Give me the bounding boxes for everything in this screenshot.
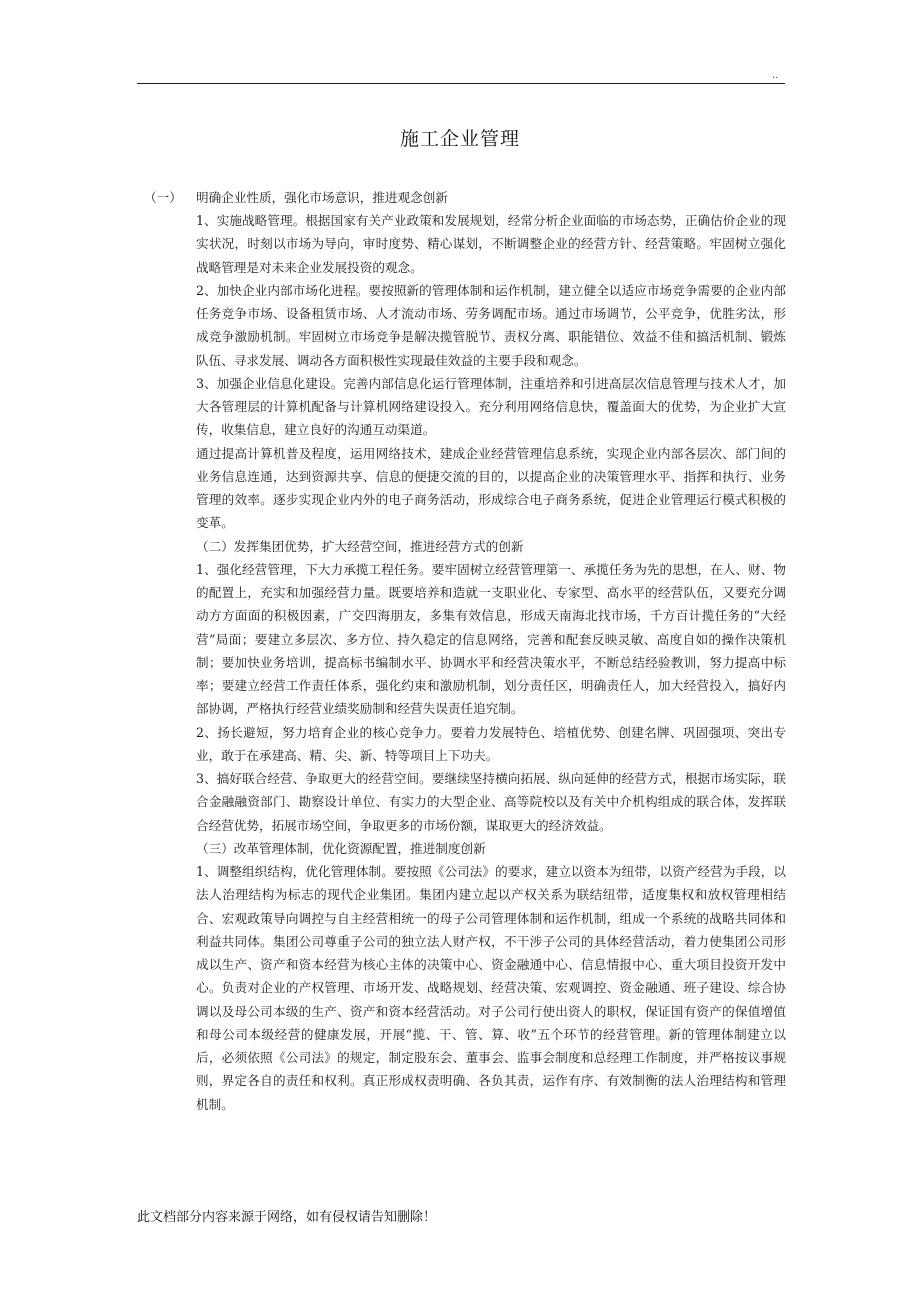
document-body <box>196 209 786 1116</box>
section-1-number: （一） <box>144 190 182 205</box>
paragraph: 2、加快企业内部市场化进程。要按照新的管理体制和运作机制，建立健全以适应市场竞争需要的企业内部任务竞争市场、设备租赁市场、人才流动市场、劳务调配市场。通过市场调节，公平竞争，优胜劣汰，形成竞争激励机制。牢固树立市场竞争是解决揽管脱节、责权分离、职能错位、效益不佳和搞活机制、锻炼队伍、寻求发展、调动各方面积极性实现最佳效益的主要手段和观念。 <box>196 282 786 368</box>
paragraph: 1、调整组织结构，优化管理体制。要按照《公司法》的要求，建立以资本为纽带，以资产经营为手段，以法人治理结构为标志的现代企业集团。集团内建立起以产权关系为联结纽带，适度集权和放权管理相结合、宏观政策导向调控与自主经营相统一的母子公司管理体制和运作机制，组成一个系统的战略共同体和利益共同体。集团公司尊重子公司的独立法人财产权，不干涉子公司的具体经营活动，着力使集团公司形成以生产、资产和资本经营为核心主体的决策中心、资金融通中心、信息情报中心、重大项目投资开发中心。负责对企业的产权管理、市场开发、战略规划、经营决策、宏观调控、资金融通、班子建设、综合协调以及母公司本级的生产、资产和资本经营活动。对子公司行使出资人的职权，保证国有资产的保值增值和母公司本级经营的健康发展，开展“揽、干、管、算、收”五个环节的经营管理。新的管理体制建立以后，必须依照《公司法》的规定，制定股东会、董事会、监事会制度和总经理工作制度，并严格按议事规则，界定各自的责任和权利。真正形成权责明确、各负其责，运作有序、有效制衡的法人治理结构和管理机制。 <box>196 864 786 1112</box>
section-1-heading-text: 明确企业性质，强化市场意识，推进观念创新 <box>196 190 448 205</box>
paragraph: 3、加强企业信息化建设。完善内部信息化运行管理体制，注重培养和引进高层次信息管理与技术人才，加大各管理层的计算机配备与计算机网络建设投入。充分利用网络信息快，覆盖面大的优势，为企业扩大宣传，收集信息，建立良好的沟通互动渠道。 <box>196 375 786 438</box>
paragraph: 1、强化经营管理，下大力承揽工程任务。要牢固树立经营管理第一、承揽任务为先的思想，在人、财、物的配置上，充实和加强经营力量。既要培养和造就一支职业化、专家型、高水平的经营队伍，又要充分调动方方面面的积极因素，广交四海朋友，多集有效信息，形成天南海北找市场，千方百计揽任务的“大经营”局面；要建立多层次、多方位、持久稳定的信息网络，完善和配套反映灵敏、高度自如的操作决策机制；要加快业务培训，提高标书编制水平、协调水平和经营决策水平，不断总结经验教训，努力提高中标率；要建立经营工作责任体系，强化约束和激励机制，划分责任区，明确责任人，加大经营投入，搞好内部协调，严格执行经营业绩奖励制和经营失误责任追究制。 <box>196 561 786 717</box>
paragraph: 2、扬长避短，努力培育企业的核心竞争力。要着力发展特色、培植优势、创建名牌、巩固强项、突出专业，敢于在承建高、精、尖、新、特等项目上下功夫。 <box>196 724 786 763</box>
paragraph: 3、搞好联合经营、争取更大的经营空间。要继续坚持横向拓展、纵向延伸的经营方式，根据市场实际，联合金融融资部门、勘察设计单位、有实力的大型企业、高等院校以及有关中介机构组成的联合体，发挥联合经营优势，拓展市场空间，争取更多的市场份额，谋取更大的经济效益。 <box>196 771 786 833</box>
section-3-heading: （三）改革管理体制，优化资源配置，推进制度创新 <box>196 840 486 856</box>
header-mark: .. <box>772 70 779 81</box>
header-rule <box>137 83 785 84</box>
footer-disclaimer: 此文档部分内容来源于网络，如有侵权请告知删除！ <box>137 1210 437 1225</box>
section-2-heading: （二）发挥集团优势，扩大经营空间，推进经营方式的创新 <box>196 538 524 554</box>
paragraph: 1、实施战略管理。根据国家有关产业政策和发展规划，经常分析企业面临的市场态势，正确估价企业的现实状况，时刻以市场为导向，审时度势、精心谋划，不断调整企业的经营方针、经营策略。牢固树立强化战略管理是对未来企业发展投资的观念。 <box>196 213 786 275</box>
paragraph: 通过提高计算机普及程度，运用网络技术，建成企业经营管理信息系统，实现企业内部各层次、部门间的业务信息连通，达到资源共享、信息的便捷交流的目的，以提高企业的决策管理水平、指挥和执行、业务管理的效率。逐步实现企业内外的电子商务活动，形成综合电子商务系统，促进企业管理运行模式积极的变革。 <box>196 445 786 531</box>
section-1-heading <box>144 186 448 209</box>
document-title: 施工企业管理 <box>399 128 520 150</box>
